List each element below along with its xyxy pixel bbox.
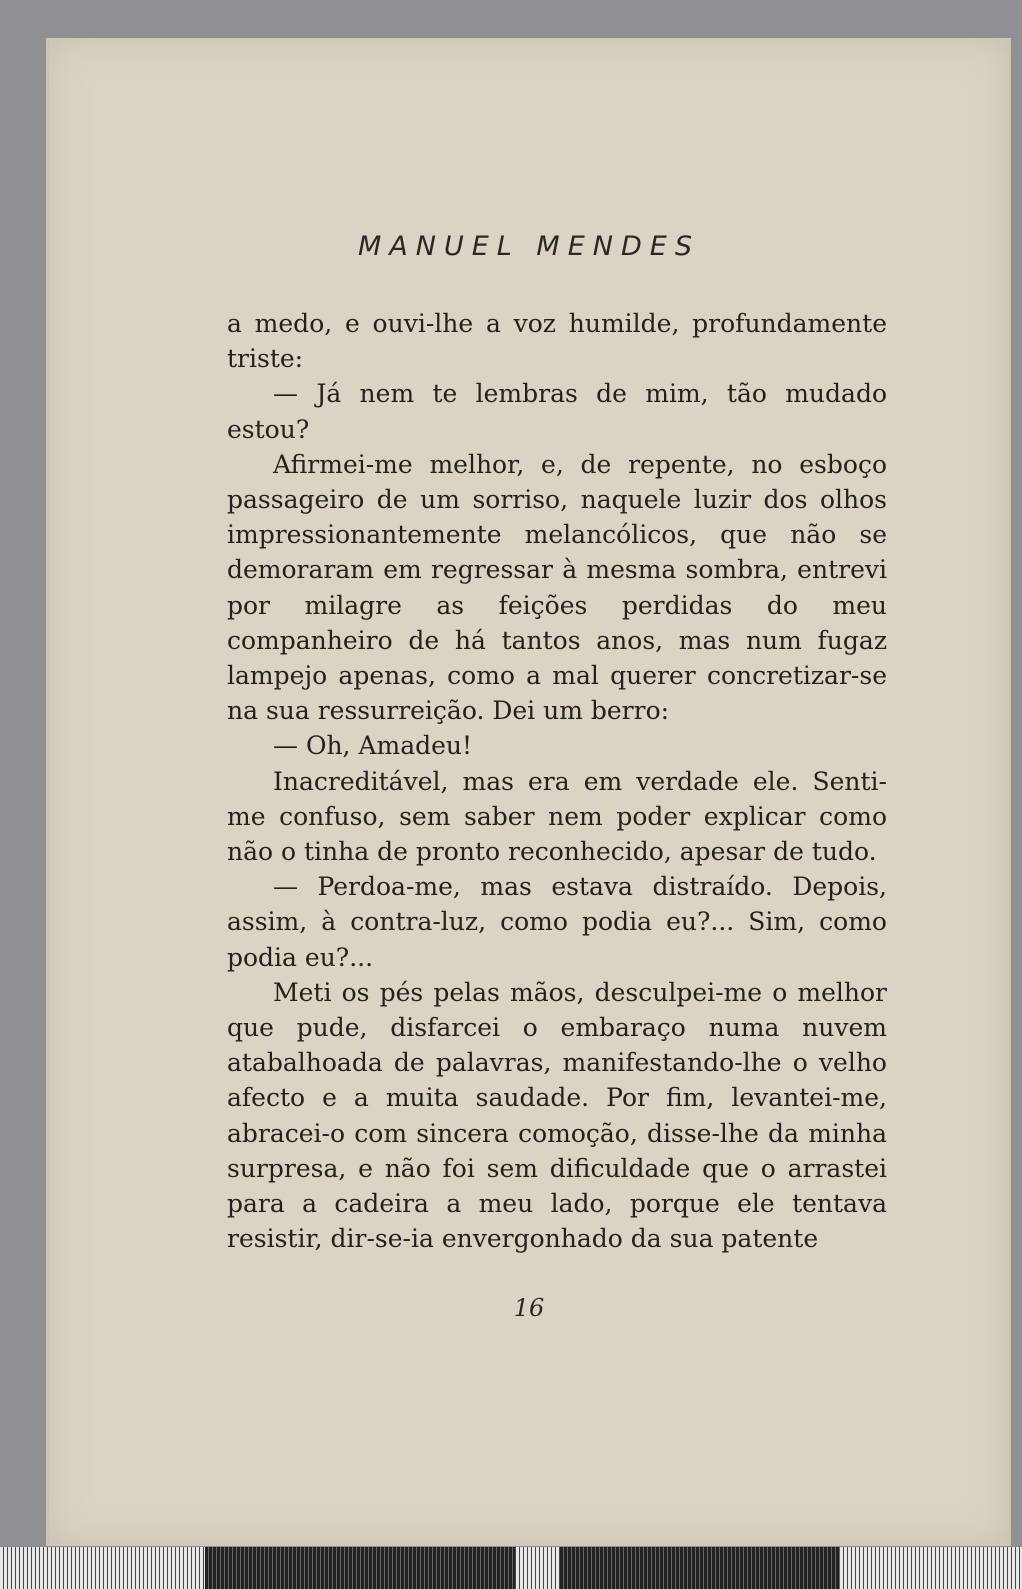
page-number: 16 <box>513 1294 545 1322</box>
paragraph: Afirmei-me melhor, e, de repente, no esboço passageiro de um sorriso, naquele luzir dos olhos impressionantemente melancólicos, que não se demoraram em regressar à mesma sombra, entrevi por milagre as feições perdidas do meu companheiro de há tantos anos, mas num fugaz lampejo apenas, como a mal querer concretizar-se na sua ressurreição. Dei um berro: <box>227 449 887 726</box>
paragraph: a medo, e ouvi-lhe a voz humilde, profundamente triste: <box>227 309 887 374</box>
running-head-author: MANUEL MENDES <box>358 231 700 262</box>
scale-dark-segment <box>560 1547 840 1589</box>
paragraph: — Já nem te lembras de mim, tão mudado estou? <box>227 379 887 444</box>
book-page <box>46 38 1011 1546</box>
paragraph: Inacreditável, mas era em verdade ele. Senti-me confuso, sem saber nem poder explicar como não o tinha de pronto reconhecido, apesar de tudo. <box>227 766 887 867</box>
paragraph: — Perdoa-me, mas estava distraído. Depois, assim, à contra-luz, como podia eu?... Sim, como podia eu?... <box>227 872 887 972</box>
scale-dark-segment <box>205 1547 515 1589</box>
body-text <box>227 306 887 1256</box>
paragraph: — Oh, Amadeu! <box>273 731 473 761</box>
paragraph: Meti os pés pelas mãos, desculpei-me o melhor que pude, disfarcei o embaraço numa nuvem atabalhoada de palavras, manifestando-lhe o velho afecto e a muita saudade. Por fim, levantei-me, abracei-o com sincera comoção, disse-lhe da minha surpresa, e não foi sem dificuldade que o arrastei para a cadeira a meu lado, porque ele tentava resistir, dir-se-ia envergonhado da sua patente <box>227 977 887 1254</box>
